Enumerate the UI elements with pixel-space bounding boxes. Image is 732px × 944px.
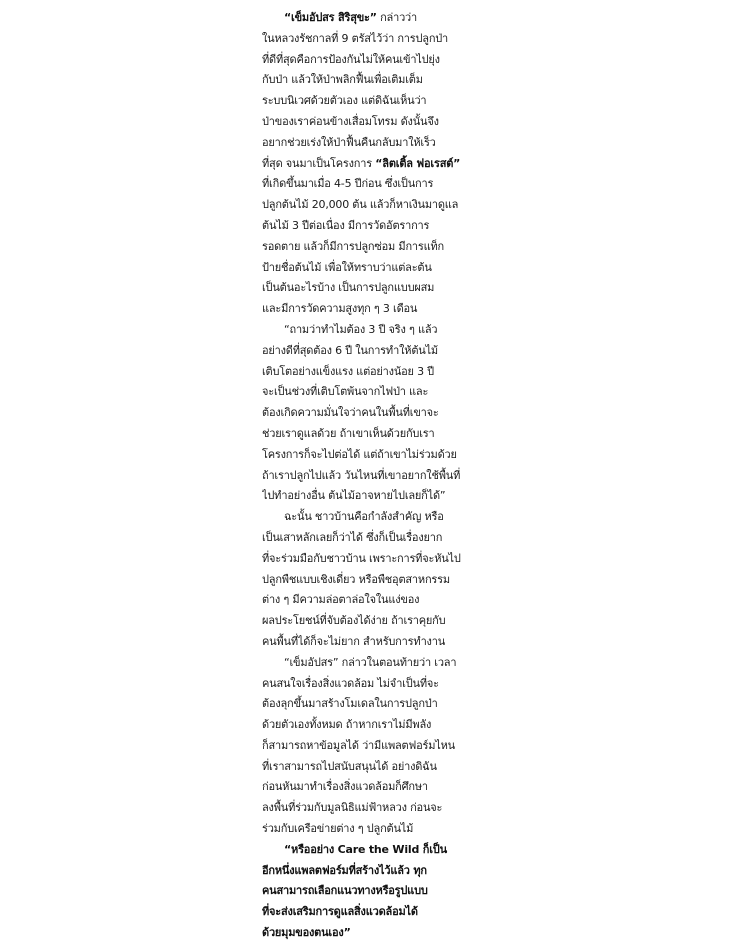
text-segment: “เข็มอัปสร” กล่าวในตอนท้ายว่า เวลา [284,655,457,669]
text-segment: ที่เราสามารถไปสนับสนุนได้ อย่างดิฉัน [262,759,437,773]
text-line [262,486,464,507]
text-line [262,424,464,445]
text-line [262,70,464,91]
text-line [262,133,464,154]
text-line [262,258,464,279]
text-line [262,50,464,71]
text-segment: ร่วมกับเครือข่ายต่าง ๆ ปลูกต้นไม้ [262,822,414,836]
text-line [262,29,464,50]
text-segment: จะเป็นช่วงที่เติบโตพ้นจากไฟป่า และ [262,385,429,399]
text-line [262,91,464,112]
text-line [262,736,464,757]
text-line [262,923,464,944]
text-line [262,466,464,487]
text-segment: ผลประโยชน์ที่จับต้องได้ง่าย ถ้าเราคุยกับ [262,614,446,628]
text-segment: ปลูกต้นไม้ 20,000 ต้น แล้วก็หาเงินมาดูแล [262,198,459,212]
text-segment: เติบโตอย่างแข็งแรง แต่อย่างน้อย 3 ปี [262,364,434,378]
text-segment: คนสนใจเรื่องสิ่งแวดล้อม ไม่จำเป็นที่จะ [262,676,439,690]
text-segment: ต้องลุกขึ้นมาสร้างโมเดลในการปลูกป่า [262,697,438,711]
text-segment: โครงการก็จะไปต่อได้ แต่ถ้าเขาไม่ร่วมด้วย [262,447,457,461]
text-line [262,362,464,383]
text-line [262,798,464,819]
text-line [262,653,464,674]
text-line [262,341,464,362]
text-segment: ระบบนิเวศด้วยตัวเอง แต่ดิฉันเห็นว่า [262,94,427,108]
text-line [262,694,464,715]
article-paragraph [262,840,464,944]
text-line [262,237,464,258]
text-segment: ช่วยเราดูแลด้วย ถ้าเขาเห็นด้วยกับเรา [262,426,435,440]
text-line [262,549,464,570]
text-segment: ลงพื้นที่ร่วมกับมูลนิธิแม่ฟ้าหลวง ก่อนจะ [262,801,443,815]
text-segment: “ถามว่าทำไมต้อง 3 ปี จริง ๆ แล้ว [284,322,438,336]
bold-text-segment: ด้วยมุมของตนเอง” [262,926,351,940]
text-line [262,299,464,320]
text-segment: ด้วยตัวเองทั้งหมด ถ้าหากเราไม่มีพลัง [262,718,432,732]
text-segment: ที่สุด จนมาเป็นโครงการ [262,156,376,170]
text-line [262,216,464,237]
text-line [262,777,464,798]
text-line [262,881,464,902]
text-segment: เป็นเสาหลักเลยก็ว่าได้ ซึ่งก็เป็นเรื่องยาก [262,530,443,544]
bold-text-segment: อีกหนึ่งแพลตฟอร์มที่สร้างไว้แล้ว ทุก [262,863,427,877]
text-segment: ก่อนหันมาทำเรื่องสิ่งแวดล้อมก็ศึกษา [262,780,428,794]
text-line [262,715,464,736]
text-segment: ต้นไม้ 3 ปีต่อเนื่อง มีการวัดอัตราการ [262,218,430,232]
text-segment: ที่จะร่วมมือกับชาวบ้าน เพราะการที่จะหันไป [262,551,461,565]
text-line [262,382,464,403]
bold-text-segment: คนสามารถเลือกแนวทางหรือรูปแบบ [262,884,428,898]
article-column [262,8,464,944]
article-paragraph [262,8,464,320]
text-segment: คนพื้นที่ได้ก็จะไม่ยาก สำหรับการทำงาน [262,634,446,648]
text-segment: และมีการวัดความสูงทุก ๆ 3 เดือน [262,302,418,316]
bold-text-segment: “เข็มอัปสร สิริสุขะ” [284,11,377,24]
text-segment: อยากช่วยเร่งให้ป่าฟื้นคืนกลับมาให้เร็ว [262,135,436,149]
text-line [262,632,464,653]
text-segment: ไปทำอย่างอื่น ต้นไม้อาจหายไปเลยก็ได้” [262,489,446,503]
text-segment: รอดตาย แล้วก็มีการปลูกซ่อม มีการแท็ก [262,239,444,253]
text-line [262,757,464,778]
article-paragraph [262,507,464,653]
text-segment: ที่เกิดขึ้นมาเมื่อ 4-5 ปีก่อน ซึ่งเป็นการ [262,177,434,191]
text-segment: อย่างดีที่สุดต้อง 6 ปี ในการทำให้ต้นไม้ [262,343,438,357]
text-segment: ถ้าเราปลูกไปแล้ว วันไหนที่เขาอยากใช้พื้นที่ [262,468,461,482]
text-line [262,902,464,923]
text-segment: ก็สามารถหาข้อมูลได้ ว่ามีแพลตฟอร์มไหน [262,738,455,752]
bold-text-segment: “หรืออย่าง Care the Wild ก็เป็น [284,842,447,856]
text-line [262,819,464,840]
text-segment: กล่าวว่า [376,11,418,24]
text-segment: กับป่า แล้วให้ป่าพลิกฟื้นเพื่อเติมเต็ม [262,73,423,87]
text-segment: ป้ายชื่อต้นไม้ เพื่อให้ทราบว่าแต่ละต้น [262,260,432,274]
bold-text-segment: ที่จะส่งเสริมการดูแลสิ่งแวดล้อมได้ [262,905,418,919]
text-line [262,195,464,216]
text-line [262,861,464,882]
text-segment: ในหลวงรัชกาลที่ 9 ตรัสไว้ว่า การปลูกป่า [262,31,449,45]
text-segment: ต่าง ๆ มีความล่อตาล่อใจในแง่ของ [262,593,420,607]
text-line [262,507,464,528]
text-segment: ที่ดีที่สุดคือการป้องกันไม่ให้คนเข้าไปยุ่ง [262,52,440,66]
article-paragraph [262,653,464,840]
text-line [262,320,464,341]
text-line [262,528,464,549]
text-line [262,154,464,175]
text-line [262,445,464,466]
article-paragraph [262,320,464,507]
text-line [262,112,464,133]
text-line [262,840,464,861]
text-segment: ฉะนั้น ชาวบ้านคือกำลังสำคัญ หรือ [284,510,444,524]
text-segment: ปลูกพืชแบบเชิงเดี่ยว หรือพืชอุตสาหกรรม [262,572,450,586]
text-line [262,611,464,632]
text-line [262,570,464,591]
text-line [262,278,464,299]
text-line [262,674,464,695]
text-line [262,174,464,195]
bold-text-segment: “ลิตเติ้ล ฟอเรสต์” [375,156,461,170]
text-line [262,590,464,611]
text-segment: ป่าของเราค่อนข้างเสื่อมโทรม ดังนั้นจึง [262,114,439,128]
text-segment: ต้องเกิดความมั่นใจว่าคนในพื้นที่เขาจะ [262,406,439,420]
text-line [262,8,464,29]
text-segment: เป็นต้นอะไรบ้าง เป็นการปลูกแบบผสม [262,281,435,295]
text-line [262,403,464,424]
